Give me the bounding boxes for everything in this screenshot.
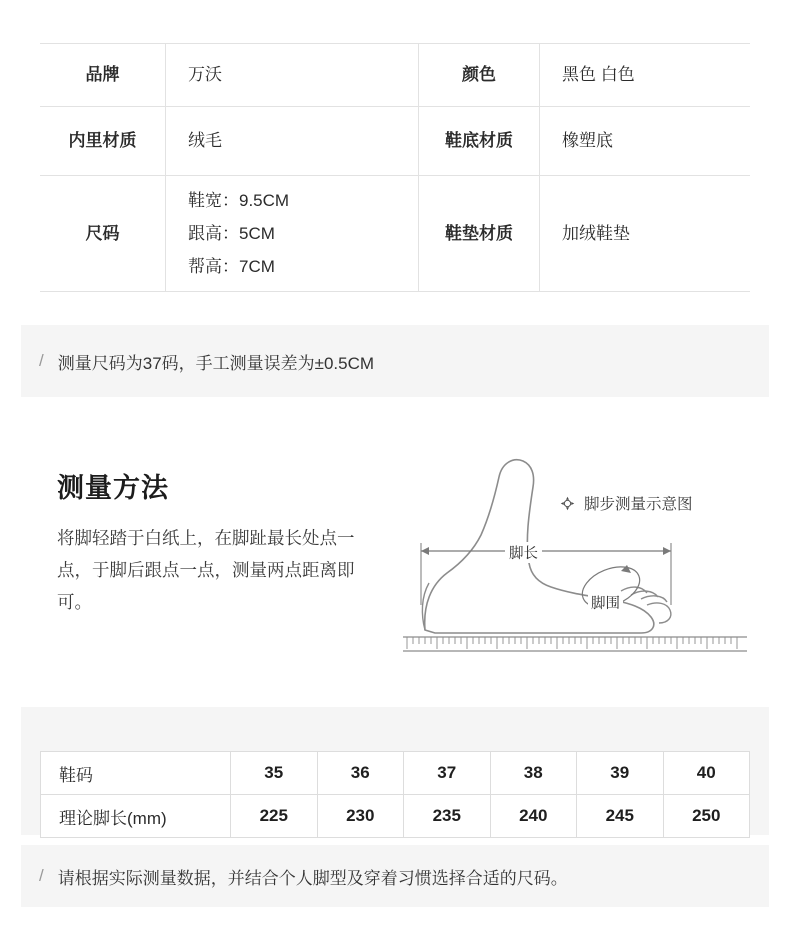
spec-label-insole: 鞋垫材质 <box>419 176 540 292</box>
length-cell: 245 <box>577 795 664 838</box>
length-row-header: 理论脚长(mm) <box>41 795 231 838</box>
size-cell: 37 <box>404 752 491 795</box>
note-bar-glyph: / <box>39 351 44 370</box>
spec-value-size <box>166 176 419 292</box>
table-row <box>41 795 750 838</box>
spec-value-sole: 橡塑底 <box>562 131 613 150</box>
spec-table <box>40 43 750 292</box>
table-row <box>41 752 750 795</box>
length-cell: 240 <box>490 795 577 838</box>
spec-size-line-2: 跟高：5CM <box>188 224 275 243</box>
spec-size-line-3: 帮高：7CM <box>188 257 275 276</box>
size-cell: 36 <box>317 752 404 795</box>
diagram-caption-label: 脚步测量示意图 <box>584 496 693 513</box>
diagram-caption <box>560 492 693 514</box>
size-cell: 39 <box>577 752 664 795</box>
spec-label-color: 颜色 <box>419 44 540 107</box>
spec-value-insole: 加绒鞋垫 <box>562 223 630 243</box>
size-row-header: 鞋码 <box>41 752 231 795</box>
table-row <box>40 107 750 176</box>
size-chart-table <box>40 751 750 838</box>
measure-method-title: 测量方法 <box>57 473 169 503</box>
size-cell: 38 <box>490 752 577 795</box>
length-cell: 250 <box>663 795 750 838</box>
foot-girth-label: 脚围 <box>588 592 623 613</box>
size-cell: 40 <box>663 752 750 795</box>
foot-measure-diagram <box>395 455 755 655</box>
table-row <box>40 176 750 292</box>
size-cell: 35 <box>231 752 318 795</box>
spec-label-lining: 内里材质 <box>40 107 166 176</box>
spec-label-size: 尺码 <box>40 176 166 292</box>
measure-method-description: 将脚轻踏于白纸上，在脚趾最长处点一点，于脚后跟点一点，测量两点距离即可。 <box>57 528 355 612</box>
spec-size-line-1: 鞋宽：9.5CM <box>188 191 290 210</box>
measurement-note <box>21 325 769 397</box>
table-row <box>40 44 750 107</box>
spec-label-sole: 鞋底材质 <box>419 107 540 176</box>
size-selection-note <box>21 845 769 907</box>
spec-label-brand: 品牌 <box>40 44 166 107</box>
foot-length-label: 脚长 <box>505 542 542 563</box>
length-cell: 230 <box>317 795 404 838</box>
length-cell: 225 <box>231 795 318 838</box>
spec-value-brand: 万沃 <box>188 65 222 84</box>
spec-value-lining: 绒毛 <box>188 131 222 150</box>
compass-icon <box>560 496 575 511</box>
spec-value-color: 黑色 白色 <box>562 65 635 84</box>
note-text: 请根据实际测量数据，并结合个人脚型及穿着习惯选择合适的尺码。 <box>57 868 568 888</box>
length-cell: 235 <box>404 795 491 838</box>
note-bar-glyph: / <box>39 866 44 885</box>
note-text: 测量尺码为37码，手工测量误差为±0.5CM <box>57 353 375 373</box>
